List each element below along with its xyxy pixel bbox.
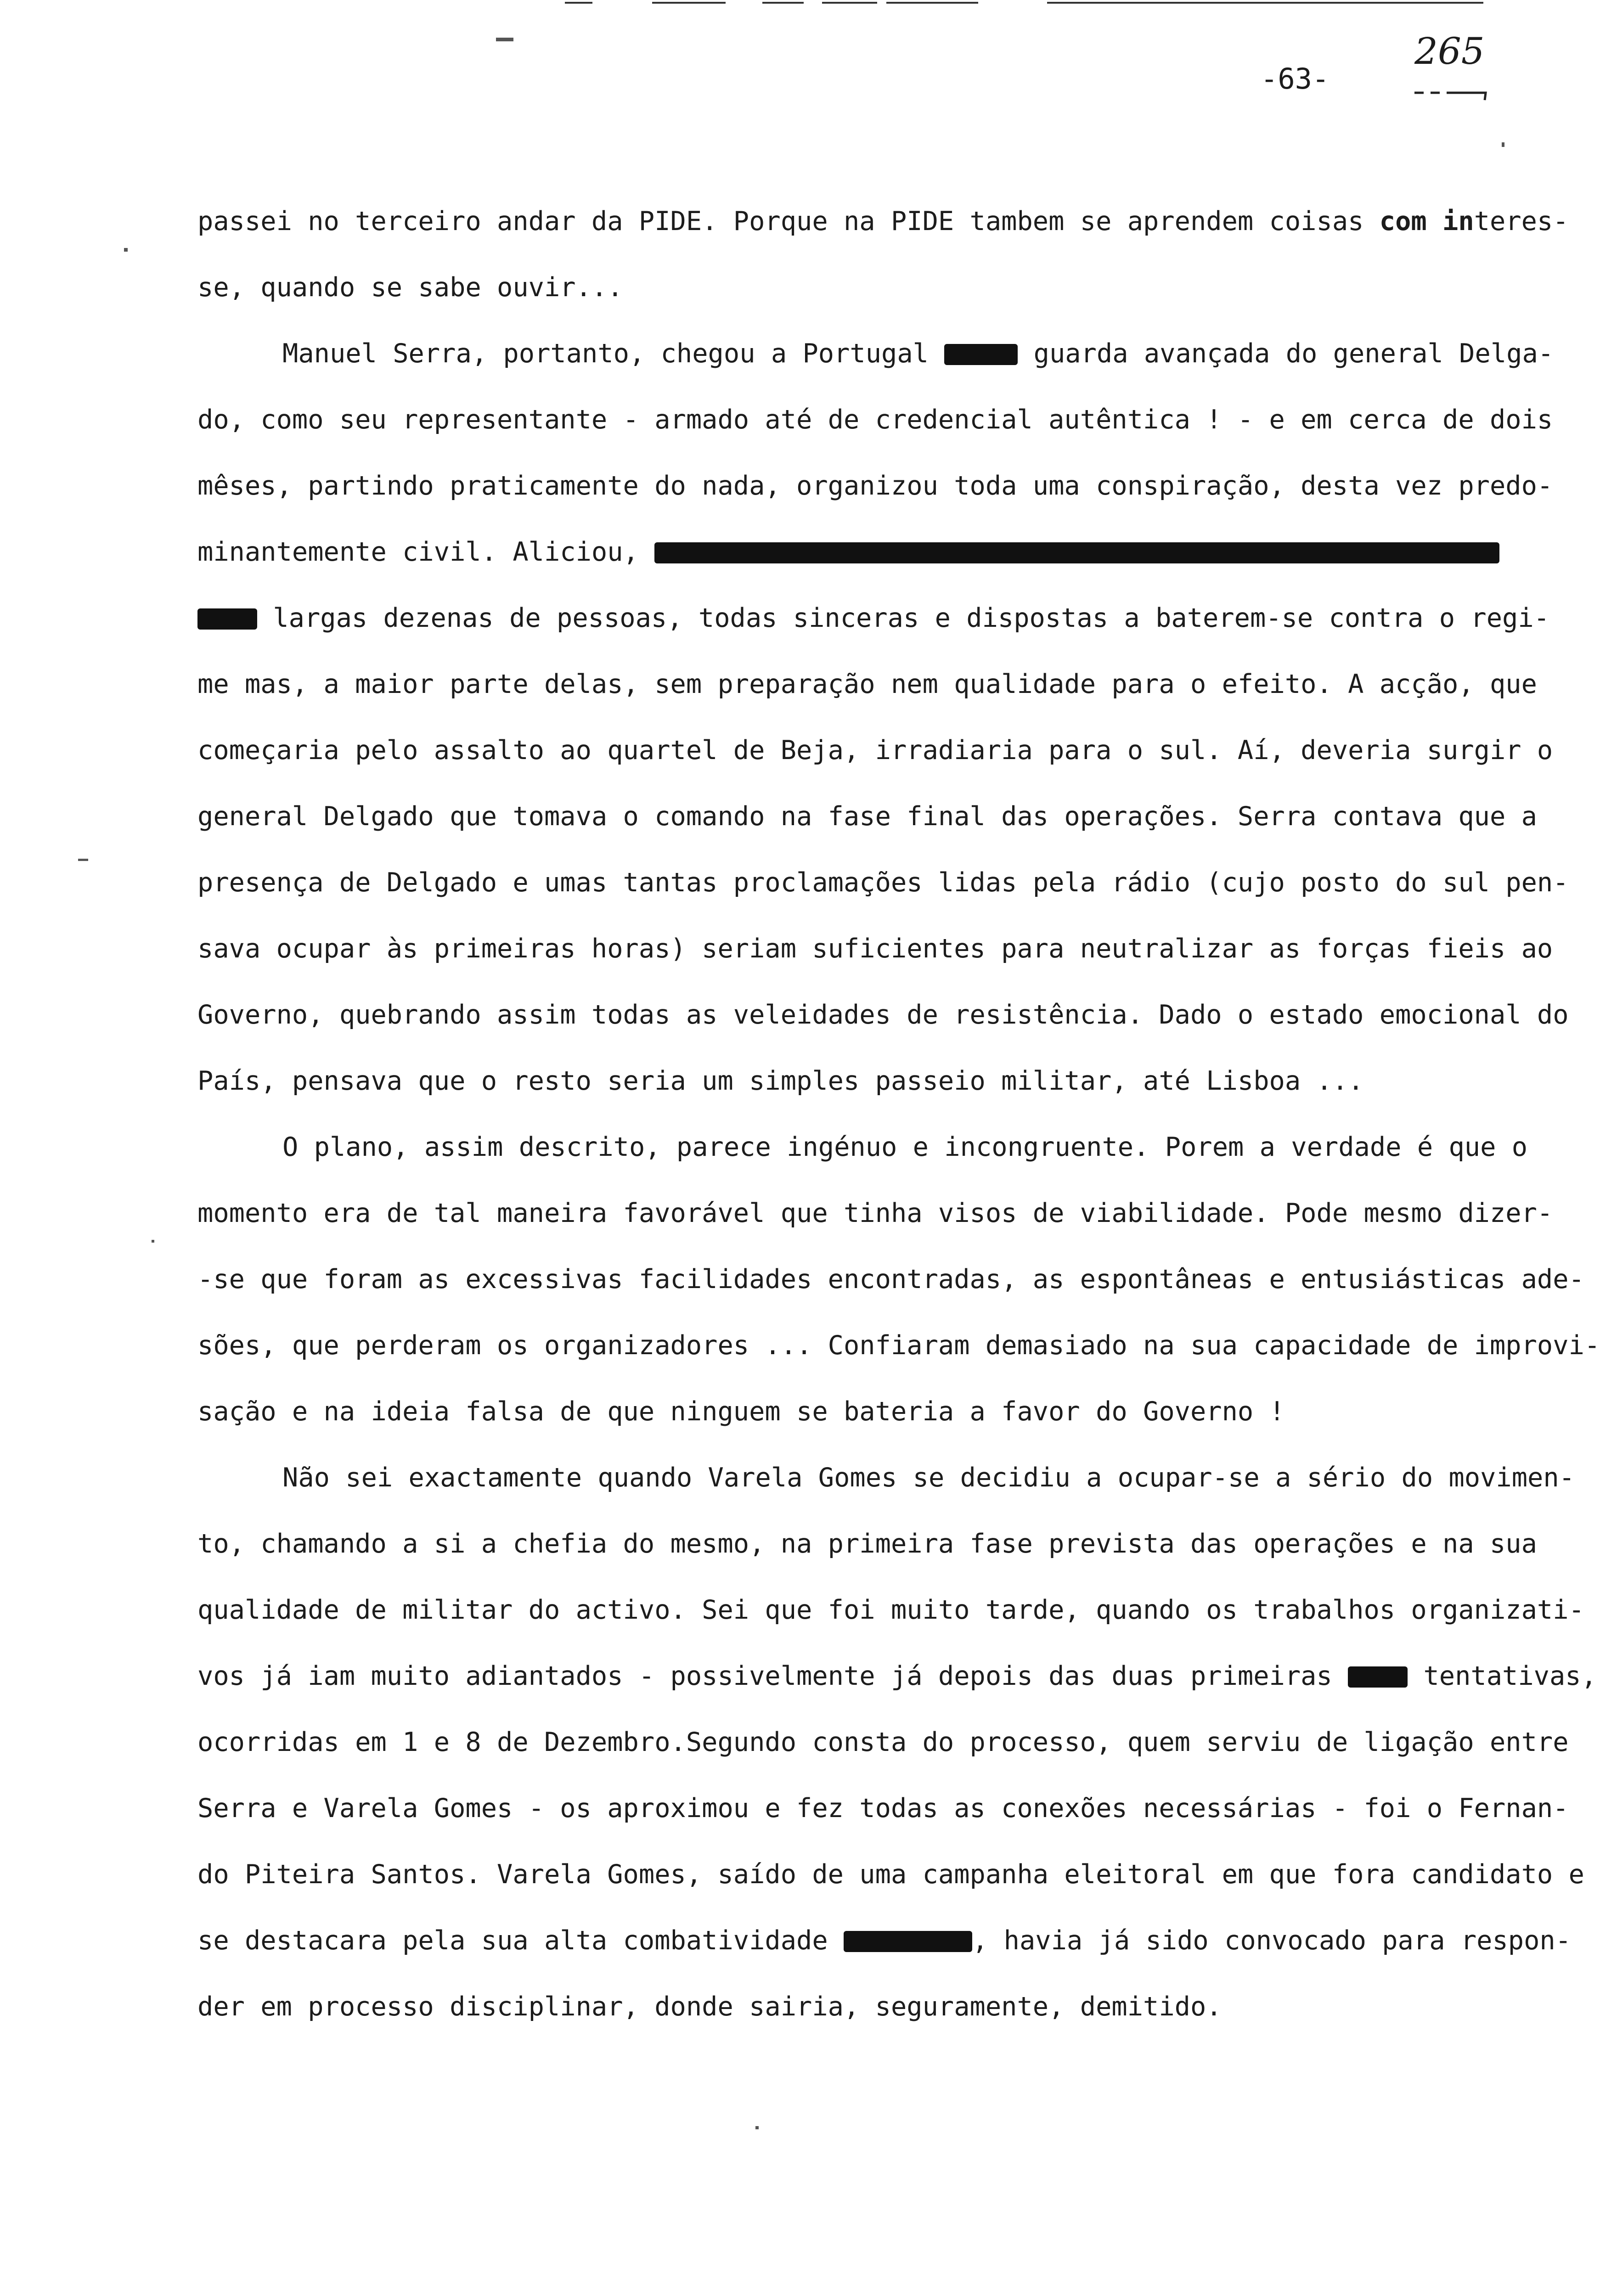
text-run: tentativas, [1408,1661,1597,1691]
page-text [197,188,1600,2040]
text-line: País, pensava que o resto seria um simples passeio militar, até Lisboa ... [197,1066,1364,1096]
text-line: se, quando se sabe ouvir... [197,272,623,303]
redaction-mark [944,344,1018,365]
handwritten-correction: com in [1379,206,1474,236]
text-line: presença de Delgado e umas tantas proclamações lidas pela rádio (cujo posto do sul pen- [197,867,1569,898]
redaction-mark [1348,1666,1408,1688]
page-number: -63- [1261,62,1330,96]
text-run: Manuel Serra, portanto, chegou a Portugal [282,338,945,369]
redaction-mark [654,542,1499,563]
scan-speck [152,1240,154,1243]
text-line: ocorridas em 1 e 8 de Dezembro.Segundo consta do processo, quem serviu de ligação entre [197,1727,1569,1757]
text-line: Governo, quebrando assim todas as veleidades de resistência. Dado o estado emocional do [197,1000,1569,1030]
text-line: do Piteira Santos. Varela Gomes, saído de uma campanha eleitoral em que fora candidato e [197,1859,1584,1890]
text-line: me mas, a maior parte delas, sem preparação nem qualidade para o efeito. A acção, que [197,669,1537,699]
redaction-mark [844,1931,972,1952]
text-run: , havia já sido convocado para respon- [972,1925,1572,1956]
text-line: do, como seu representante - armado até de credencial autêntica ! - e em cerca de dois [197,405,1553,435]
text-line: sação e na ideia falsa de que ninguem se bateria a favor do Governo ! [197,1396,1285,1427]
handwritten-archive-number: 265 [1414,30,1485,73]
scan-speck [124,248,128,252]
text-line: sões, que perderam os organizadores ... Confiaram demasiado na sua capacidade de improvi- [197,1330,1600,1361]
text-line [197,321,1554,387]
text-line: to, chamando a si a chefia do mesmo, na primeira fase prevista das operações e na sua [197,1529,1537,1559]
text-line: der em processo disciplinar, donde sairia, seguramente, demitido. [197,1992,1222,2022]
text-run: se destacara pela sua alta combatividade [197,1925,844,1956]
text-line: -se que foram as excessivas facilidades encontradas, as espontâneas e entusiásticas ade- [197,1264,1584,1294]
scan-speck [496,38,513,41]
text-run: passei no terceiro andar da PIDE. Porque na PIDE tambem se aprendem coisas [197,206,1380,236]
text-run: teres- [1474,206,1569,236]
text-line: Serra e Varela Gomes - os aproximou e fez todas as conexões necessárias - foi o Fernan- [197,1793,1569,1823]
text-line [197,585,1549,651]
text-line: O plano, assim descrito, parece ingénuo e incongruente. Porem a verdade é que o [282,1132,1528,1162]
text-line [197,188,1569,254]
text-line: momento era de tal maneira favorável que tinha visos de viabilidade. Pode mesmo dizer- [197,1198,1553,1228]
scan-speck [1502,142,1504,147]
text-line [197,519,1483,585]
text-line: qualidade de militar do activo. Sei que foi muito tarde, quando os trabalhos organizati- [197,1595,1584,1625]
text-line: Não sei exactamente quando Varela Gomes se decidiu a ocupar-se a sério do movimen- [282,1463,1575,1493]
text-run: minantemente civil. Aliciou, [197,537,655,567]
text-run: vos já iam muito adiantados - possivelmente já depois das duas primeiras [197,1661,1348,1691]
text-line [197,1908,1572,1974]
text-run: largas dezenas de pessoas, todas sinceras e dispostas a baterem-se contra o regi- [257,603,1549,633]
text-line [197,1643,1597,1709]
text-run: guarda avançada do general Delga- [1018,338,1554,369]
top-scan-rule [565,0,1483,6]
text-line: general Delgado que tomava o comando na fase final das operações. Serra contava que a [197,801,1537,832]
text-line: mêses, partindo praticamente do nada, organizou toda uma conspiração, desta vez predo- [197,471,1553,501]
text-line: começaria pelo assalto ao quartel de Beja, irradiaria para o sul. Aí, deveria surgir o [197,735,1553,765]
text-line: sava ocupar às primeiras horas) seriam suficientes para neutralizar as forças fieis ao [197,934,1553,964]
redaction-mark [197,608,257,630]
scan-speck [755,2126,759,2129]
scan-speck [78,859,88,861]
handwritten-underline [1412,87,1490,101]
